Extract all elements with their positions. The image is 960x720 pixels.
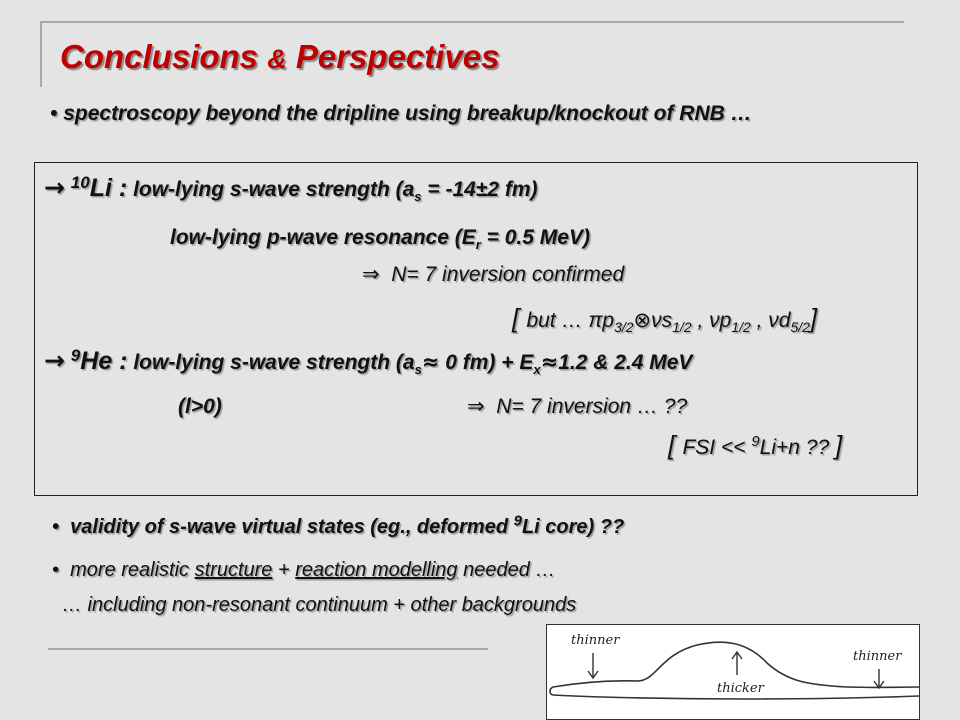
density-sketch [546,624,920,720]
title-frame-left [40,21,42,87]
structure-word: structure [194,559,273,581]
note-3: … including non-resonant continuum + other backgrounds [62,594,577,616]
title-frame-top [40,21,904,23]
sketch-label-middle: thicker [717,681,764,696]
li-line-1 [44,173,538,205]
he-mass-number: 9 [70,346,81,365]
title-part1: Conclusions [60,38,259,75]
li-symbol: Li : [89,174,128,202]
intro-text: spectroscopy beyond the dripline using breakup/knockout of RNB … [63,102,752,125]
li-text-1: low-lying s-wave strength ($a_s = -14\pm 2$ fm) [133,178,538,205]
he-text-1: low-lying s-wave strength ($a_s\approx 0$ $fm) + E_x\approx 1.2$ & 2.4 MeV [133,350,693,378]
title-ampersand: & [267,44,287,74]
sketch-label-right: thinner [853,649,902,664]
title-part2: Perspectives [295,38,500,75]
he-line-2a: (l>0) [178,395,222,418]
li-mass-number: 10 [70,173,90,192]
reaction-modelling-words: reaction modelling [295,559,458,581]
right-arrow-icon: → [44,173,65,202]
bullet-icon: • [50,102,58,125]
note-1: • validity of s-wave virtual states (eg., deformed $^9$Li core) ?? [52,512,625,538]
li-line-4: [ but … $\pi p_{3/2}\otimes\nu s_{1/2}$ , $\nu p_{1/2}$ , $\nu d_{5/2}$] [512,303,818,336]
intro-bullet-line [50,103,752,124]
he-line-3: [ FSI << $^9$Li+n ?? ] [668,430,843,460]
slide-title [60,38,500,76]
implies-icon: ⇒ [467,394,485,418]
sketch-label-left: thinner [571,633,620,648]
implies-icon: ⇒ [362,262,380,286]
he-line-2b [467,396,687,417]
he-line-1 [44,346,693,378]
li-inversion-text: N= 7 inversion confirmed [391,263,625,286]
bullet-icon: • [52,559,60,581]
he-symbol: He : [80,347,128,375]
right-arrow-icon: → [44,346,65,375]
li-line-3 [362,264,624,285]
he-inversion-text: N= 7 inversion … ?? [496,395,688,418]
note-2: • more realistic structure + reaction modelling needed … [52,559,556,581]
li-line-2: low-lying p-wave resonance ($E_r = 0.5$ MeV) [170,226,590,253]
bottom-rule [48,648,488,650]
bullet-icon: • [52,516,60,538]
